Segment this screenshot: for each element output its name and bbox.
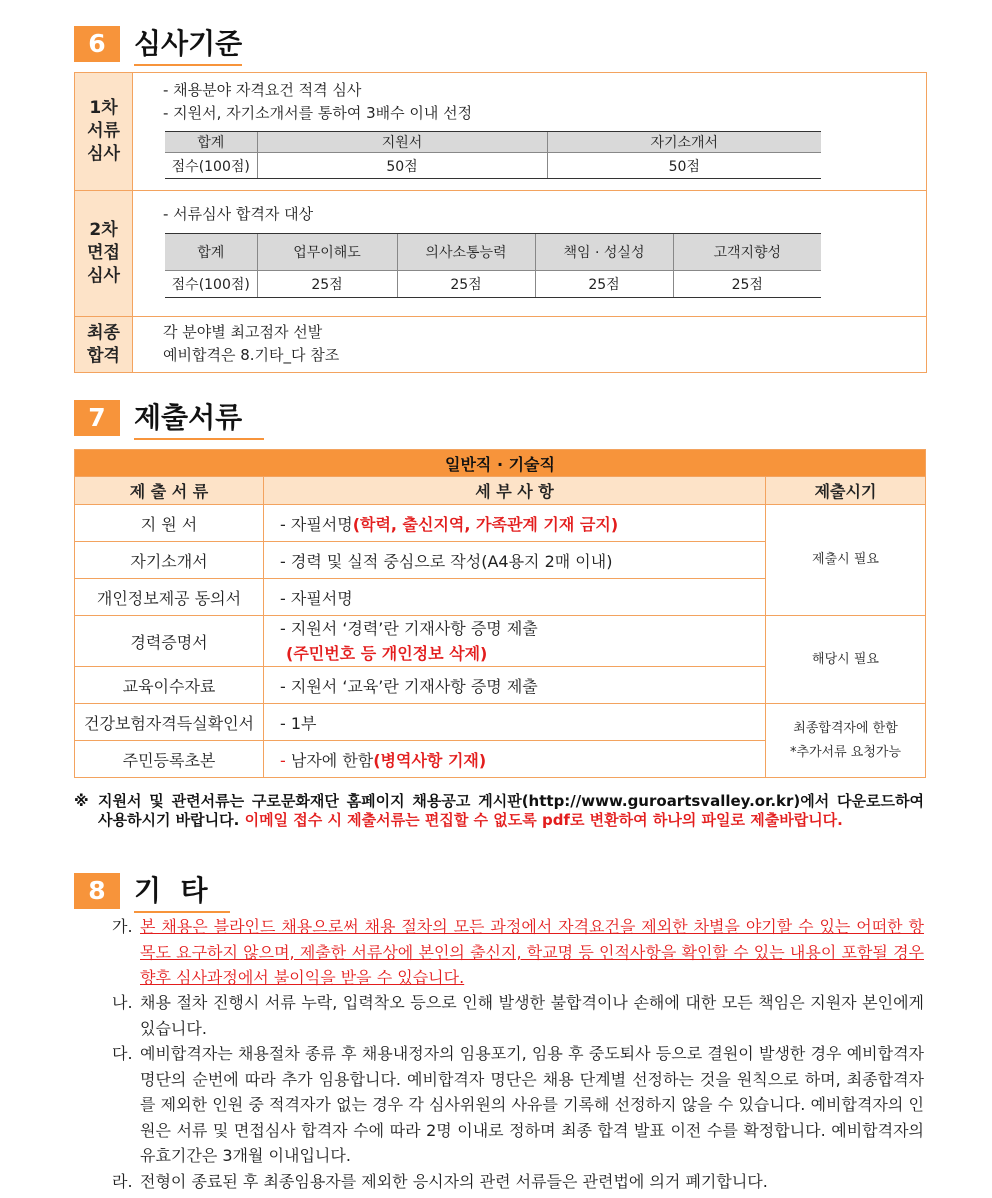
section-title: 제출서류 <box>134 401 243 434</box>
score-cell: 50점 <box>547 153 821 179</box>
score-header: 고객지향성 <box>673 234 821 271</box>
title-underline <box>134 438 264 440</box>
table-caption: 일반직 · 기술직 <box>75 450 926 477</box>
documents-table <box>74 449 926 778</box>
stage2-row <box>75 191 926 317</box>
stage-label: 1차 서류 심사 <box>75 73 133 190</box>
section-number: 6 <box>74 26 120 62</box>
red-note: 이메일 접수 시 제출서류는 편집할 수 없도록 pdf로 변환하여 하나의 파일로 제출바랍니다. <box>244 811 843 829</box>
score-cell: 25점 <box>673 271 821 298</box>
doc-name: 교육이수자료 <box>75 667 264 704</box>
column-header: 제출시기 <box>766 477 926 505</box>
submit-timing: 최종합격자에 한함 *추가서류 요청가능 <box>766 704 926 778</box>
score-cell: 점수(100점) <box>165 153 257 179</box>
score-cell: 점수(100점) <box>165 271 257 298</box>
doc-name: 지 원 서 <box>75 505 264 542</box>
section-number: 7 <box>74 400 120 436</box>
score-header: 합계 <box>165 132 257 153</box>
red-note: (병역사항 기재) <box>373 750 487 770</box>
score-header: 의사소통능력 <box>397 234 535 271</box>
score-header: 자기소개서 <box>547 132 821 153</box>
doc-name: 주민등록초본 <box>75 741 264 778</box>
title-underline <box>134 64 242 66</box>
doc-name: 건강보험자격득실확인서 <box>75 704 264 741</box>
section-title: 기 타 <box>134 874 208 907</box>
doc-detail: - 지원서 ‘교육’란 기재사항 증명 제출 <box>264 667 766 704</box>
section-title: 심사기준 <box>134 27 243 60</box>
item-text: 본 채용은 블라인드 채용으로써 채용 절차의 모든 과정에서 자격요건을 제외한 차별을 야기할 수 있는 어떠한 항목도 요구하지 않으며, 제출한 서류상에 본인의 출신지, 학교명 등 인적사항을 확인할 수 있는 내용이 포함될 경우 향후 심사과정에서 불이익을 받을 수 있습니다. <box>140 917 924 987</box>
score-header: 합계 <box>165 234 257 271</box>
note-text: 지원서 및 관련서류는 구로문화재단 홈페이지 채용공고 게시판(http://www.guroartsvalley.or.kr)에서 다운로드하여 사용하시기 바랍니다. 이메일 접수 시 제출서류는 편집할 수 없도록 pdf로 변환하여 하나의 파일로 제출바랍니다. <box>98 792 924 829</box>
score-header: 책임 · 성실성 <box>535 234 673 271</box>
stage1-row <box>75 73 926 191</box>
score-header: 지원서 <box>257 132 547 153</box>
table-row <box>75 704 926 741</box>
score-table <box>165 233 821 298</box>
doc-detail: - 경력 및 실적 중심으로 작성(A4용지 2매 이내) <box>264 542 766 579</box>
reference-mark: ※ <box>74 792 89 810</box>
doc-detail: - 남자에 한함(병역사항 기재) <box>264 741 766 778</box>
evaluation-criteria-box <box>74 72 927 373</box>
final-row <box>75 317 926 372</box>
table-row <box>75 505 926 542</box>
submit-timing: 제출시 필요 <box>766 505 926 616</box>
item-text: 채용 절차 진행시 서류 누락, 입력착오 등으로 인해 발생한 불합격이나 손해에 대한 모든 책임은 지원자 본인에게 있습니다. <box>140 993 924 1038</box>
criteria-line: - 채용분야 자격요건 적격 심사 <box>163 81 362 99</box>
score-cell: 25점 <box>257 271 397 298</box>
criteria-line: - 서류심사 합격자 대상 <box>163 205 314 223</box>
doc-detail: - 자필서명 <box>264 579 766 616</box>
stage-label: 2차 면접 심사 <box>75 191 133 316</box>
item-text: 전형이 종료된 후 최종임용자를 제외한 응시자의 관련 서류들은 관련법에 의거 폐기합니다. <box>140 1172 768 1191</box>
submit-timing: 해당시 필요 <box>766 616 926 704</box>
score-table <box>165 131 821 179</box>
red-note: (학력, 출신지역, 가족관계 기재 금지) <box>352 514 619 534</box>
doc-name: 개인정보제공 동의서 <box>75 579 264 616</box>
table-row <box>75 616 926 667</box>
item-label: 라. <box>112 1172 133 1191</box>
title-underline <box>134 911 230 913</box>
criteria-line: 예비합격은 8.기타_다 참조 <box>163 346 340 364</box>
doc-detail: - 1부 <box>264 704 766 741</box>
score-header: 업무이해도 <box>257 234 397 271</box>
stage-label: 최종 합격 <box>75 317 133 372</box>
doc-name: 경력증명서 <box>75 616 264 667</box>
item-label: 가. <box>112 917 133 936</box>
criteria-line: 각 분야별 최고점자 선발 <box>163 323 323 341</box>
column-header: 제 출 서 류 <box>75 477 264 505</box>
score-cell: 25점 <box>535 271 673 298</box>
item-label: 다. <box>112 1044 133 1063</box>
column-header: 세 부 사 항 <box>264 477 766 505</box>
red-note: (주민번호 등 개인정보 삭제) <box>286 644 488 663</box>
section-number: 8 <box>74 873 120 909</box>
doc-name: 자기소개서 <box>75 542 264 579</box>
criteria-line: - 지원서, 자기소개서를 통하여 3배수 이내 선정 <box>163 104 473 122</box>
doc-detail: - 지원서 ‘경력’란 기재사항 증명 제출 (주민번호 등 개인정보 삭제) <box>264 616 766 667</box>
score-cell: 50점 <box>257 153 547 179</box>
item-label: 나. <box>112 993 133 1012</box>
item-text: 예비합격자는 채용절차 종류 후 채용내정자의 임용포기, 임용 후 중도퇴사 등으로 결원이 발생한 경우 예비합격자 명단의 순번에 따라 추가 임용합니다. 예비합격자 명단은 채용 단계별 선정하는 것을 원칙으로 하며, 최종합격자를 제외한 인원 중 적격자가 없는 경우 각 심사위원의 사유를 기록해 선정하지 않을 수 있습니다. 예비합격자의 인원은 서류 및 면접심사 합격자 수에 따라 2명 이내로 정하며 최종 합격 발표 이전 수를 확정합니다. 예비합격자의 유효기간은 3개월 이내입니다. <box>140 1044 924 1165</box>
doc-detail: - 자필서명(학력, 출신지역, 가족관계 기재 금지) <box>264 505 766 542</box>
score-cell: 25점 <box>397 271 535 298</box>
